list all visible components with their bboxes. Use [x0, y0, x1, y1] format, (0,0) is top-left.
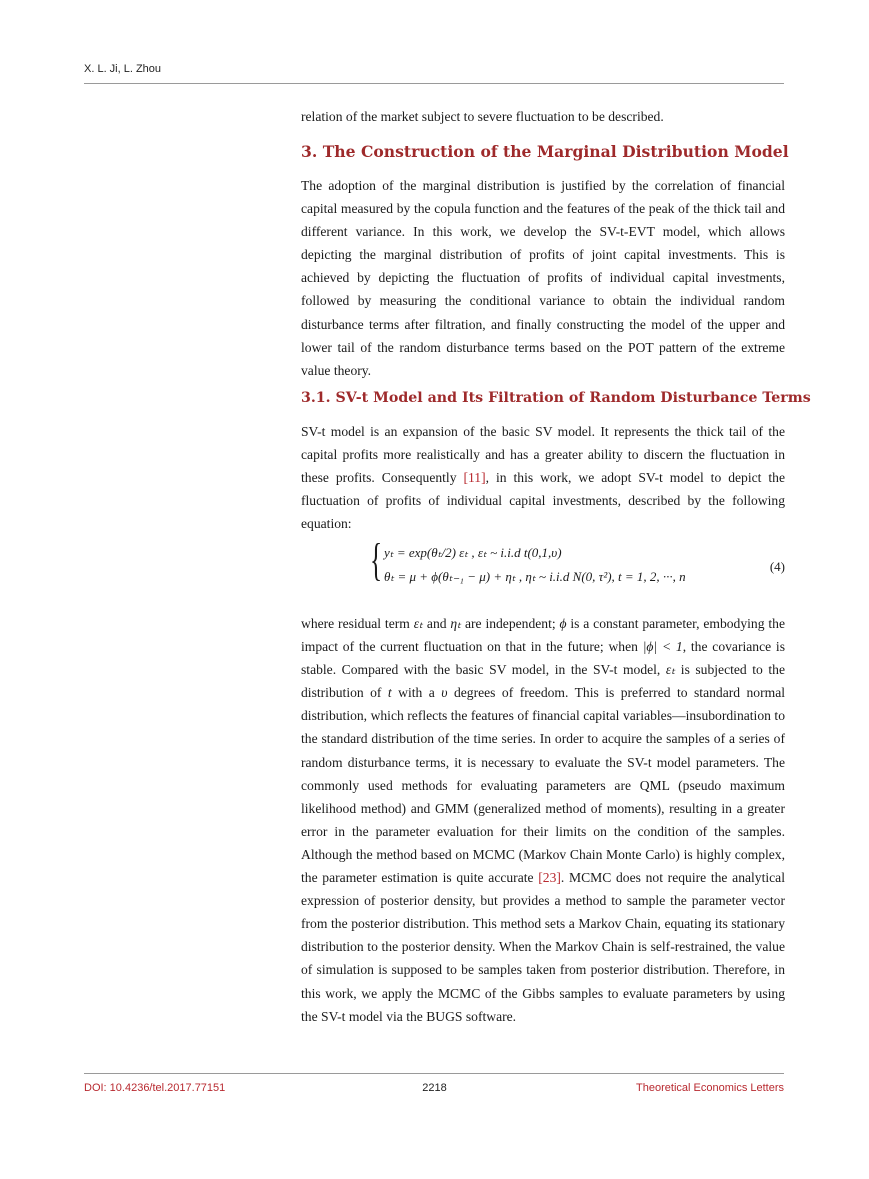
paragraph-text: where residual term	[301, 616, 414, 631]
math-eta-t: ηₜ	[450, 616, 462, 631]
paragraph-text: degrees of freedom. This is preferred to standard normal distribution, which reflects the features of financial capital variables—insubordination to the standard distribution of the time series. In order to acquire the samples of a series of random disturbance terms, it is necessary to evaluate the SV-t model parameters. The commonly used methods for evaluating parameters are QML (pseudo maximum likelihood method) and GMM (generalized method of moments), resulting in a greater error in the parameter evaluation for their limits on the condition of the samples. Although the method based on MCMC (Markov Chain Monte Carlo) is highly complex, the parameter estimation is quite accurate	[301, 685, 786, 886]
footer-page-number: 2218	[422, 1082, 447, 1094]
math-upsilon: υ	[441, 685, 448, 701]
footer-journal-link[interactable]: Theoretical Economics Letters	[636, 1082, 784, 1094]
citation-link[interactable]: [23]	[538, 870, 561, 886]
equation-line-2: θₜ = μ + ϕ(θₜ₋₁ − μ) + ηₜ , ηₜ ~ i.i.d N(0, τ²), t = 1, 2, ···, n	[384, 569, 686, 584]
paragraph-svt-model	[301, 420, 785, 535]
paragraph-text: SV-t model is an expansion of the basic SV model. It represents the thick tail of the capital profits more realistically and has a greater ability to discern the fluctuation in these profits. Consequently	[301, 424, 785, 486]
paragraph-text: are independent;	[461, 616, 560, 631]
equation-number: (4)	[769, 559, 785, 574]
paragraph-residual-terms	[301, 612, 785, 1028]
paragraph-text: . MCMC does not require the analytical expression of posterior density, but provides a method to sample the parameter vector from the posterior distribution. This method sets a Markov Chain, equating its stationary distribution to the posterior density. When the Markov Chain is self-restrained, the value of simulation is supposed to be samples taken from posterior distribution. Therefore, in this work, we apply the MCMC of the Gibbs samples to evaluate parameters by using the SV-t model via the BUGS software.	[301, 870, 785, 1024]
paragraph-marginal-distribution: The adoption of the marginal distribution is justified by the correlation of financial capital measured by the copula function and the features of the peak of the thick tail and different variance. In this work, we develop the SV-t-EVT model, which allows depicting the marginal distribution of profits of joint capital investments. This is achieved by depicting the fluctuation of profits of individual capital investments, followed by measuring the conditional variance to obtain the individual random disturbance terms after filtration, and finally constructing the model of the upper and lower tail of the random disturbance terms based on the POT pattern of the extreme value theory.	[301, 178, 785, 378]
header-divider	[84, 83, 784, 84]
paragraph-text: is subjected to the distribution of	[301, 662, 785, 701]
math-phi: ϕ	[559, 616, 567, 631]
math-abs-phi: |ϕ| < 1	[642, 639, 683, 655]
footer-doi-link[interactable]: DOI: 10.4236/tel.2017.77151	[84, 1082, 226, 1094]
paragraph-text: is a constant parameter, embodying the impact of the current fluctuation on that in the future; when	[301, 616, 785, 655]
citation-link[interactable]: [11]	[463, 470, 486, 486]
paragraph-text: , in this work, we adopt SV-t model to depict the fluctuation of profits of individual capital investments, described by the following equation:	[301, 470, 785, 532]
math-epsilon-t: εₜ	[413, 616, 424, 631]
running-header-authors: X. L. Ji, L. Zhou	[84, 63, 162, 75]
footer-divider	[84, 1073, 784, 1074]
paragraph-text: with a	[391, 685, 442, 701]
paragraph-continuation: relation of the market subject to severe fluctuation to be described.	[301, 109, 664, 124]
equation-line-1: yₜ = exp(θₜ/2) εₜ , εₜ ~ i.i.d t(0,1,υ)	[384, 545, 562, 560]
equation-brace: {	[370, 534, 383, 585]
equation-4	[370, 534, 785, 593]
math-epsilon-t: εₜ	[665, 662, 676, 678]
paragraph-text: and	[423, 616, 451, 631]
subsection-heading: 3.1. SV-t Model and Its Filtration of Random Disturbance Terms	[301, 390, 811, 406]
paragraph-text: , the covariance is stable. Compared with the basic SV model, in the SV-t model,	[301, 639, 785, 678]
math-t: t	[387, 685, 392, 701]
section-heading: 3. The Construction of the Marginal Distribution Model	[301, 142, 789, 161]
